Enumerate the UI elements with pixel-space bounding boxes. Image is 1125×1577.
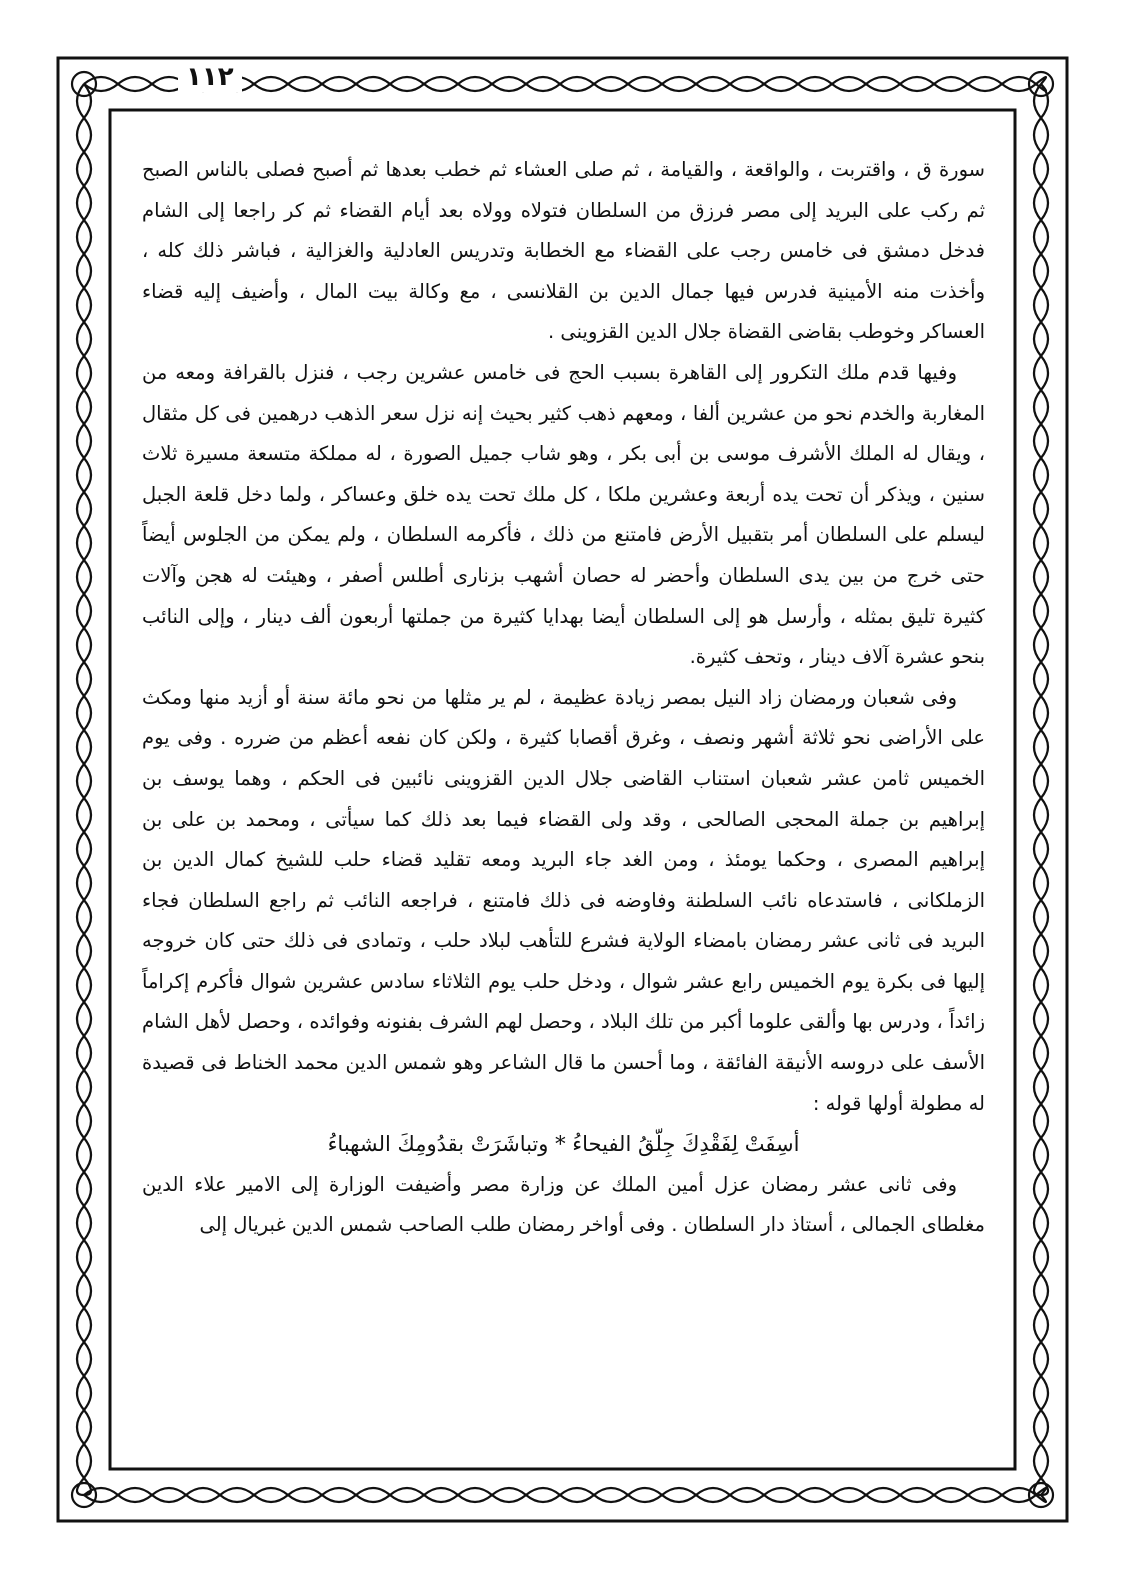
chain-link [1034, 84, 1041, 1495]
paragraph-1: سورة ق ، واقتربت ، والواقعة ، والقيامة ، ثم صلى العشاء ثم خطب بعدها ثم أصبح فصلى بالناس الصبح ثم ركب على البريد إلى مصر فرزق من السلطان فتولاه وولاه بعد أيام القضاء ثم كر راجعا إلى الشام فدخل دمشق فى خامس رجب على القضاء مع الخطابة وتدريس العادلية والغزالية ، فباشر ذلك كله ، وأخذت منه الأمينية فدرس فيها جمال الدين بن القلانسى ، مع وكالة بيت المال ، وأضيف إليه قضاء العساكر وخوطب بقاضى القضاة جلال الدين القزوينى . [142, 158, 985, 344]
chain-link [77, 84, 84, 1495]
chain-link [84, 84, 91, 1495]
poetry-verse: أسِفَتْ لِفَقْدِكَ جِلّقُ الفيحاءُ * وتباشَرَتْ بقدُومِكَ الشهباءُ [327, 1132, 800, 1157]
page-text [142, 150, 985, 1470]
page-number: ١١٢ [178, 62, 242, 92]
paragraph-3: وفى شعبان ورمضان زاد النيل بمصر زيادة عظيمة ، لم ير مثلها من نحو مائة سنة أو أزيد منها ومكث على الأراضى نحو ثلاثة أشهر ونصف ، وغرق أقصابا كثيرة ، ولكن كان نفعه أعظم من ضرره . وفى يوم الخميس ثامن عشر شعبان استناب القاضى جلال الدين القزوينى نائبين فى الحكم ، وهما يوسف بن إبراهيم بن جملة المحجى الصالحى ، وقد ولى القضاء فيما بعد ذلك كما سيأتى ، ومحمد بن على بن إبراهيم المصرى ، وحكما يومئذ ، ومن الغد جاء البريد ومعه تقليد قضاء حلب للشيخ كمال الدين بن الزملكانى ، فاستدعاه نائب السلطنة وفاوضه فى ذلك فامتنع ، فراجعه النائب ثم راجع السلطان فجاء البريد فى ثانى عشر رمضان بامضاء الولاية فشرع للتأهب لبلاد حلب ، وتمادى فى ذلك حتى كان خروجه إليها فى بكرة يوم الخميس رابع عشر شوال ، ودخل حلب يوم الثلاثاء سادس عشرين شوال فأكرم إكراماً زائداً ، ودرس بها وألقى علوما أكبر من تلك البلاد ، وحصل لهم الشرف بفنونه وفوائده ، وحصل لأهل الشام الأسف على دروسه الأنيقة الفائقة ، وما أحسن ما قال الشاعر وهو شمس الدين محمد الخناط فى قصيدة له مطولة أولها قوله : [142, 685, 985, 1115]
chain-link [1041, 84, 1048, 1495]
paragraph-4: وفى ثانى عشر رمضان عزل أمين الملك عن وزارة مصر وأضيفت الوزارة إلى الامير علاء الدين مغلطاى الجمالى ، أستاذ دار السلطان . وفى أواخر رمضان طلب الصاحب شمس الدين غبريال إلى [142, 1172, 985, 1237]
paragraph-2: وفيها قدم ملك التكرور إلى القاهرة بسبب الحج فى خامس عشرين رجب ، فنزل بالقرافة ومعه من المغاربة والخدم نحو من عشرين ألفا ، ومعهم ذهب كثير بحيث إنه نزل سعر الذهب درهمين فى كل مثقال ، ويقال له الملك الأشرف موسى بن أبى بكر ، وهو شاب جميل الصورة ، له مملكة متسعة مسيرة ثلاث سنين ، ويذكر أن تحت يده أربعة وعشرين ملكا ، كل ملك تحت يده خلق وعساكر ، ولما دخل قلعة الجبل ليسلم على السلطان أمر بتقبيل الأرض فامتنع من ذلك ، فأكرمه السلطان ، ولم يمكن من الجلوس أيضاً حتى خرج من بين يدى السلطان وأحضر له حصان أشهب بزنارى أطلس أصفر ، وهيئت له هجن وآلات كثيرة تليق بمثله ، وأرسل هو إلى السلطان أيضا بهدايا كثيرة من جملتها أربعون ألف دينار ، وإلى النائب بنحو عشرة آلاف دينار ، وتحف كثيرة. [142, 360, 985, 669]
chain-link [84, 1495, 1046, 1502]
chain-link [84, 1488, 1046, 1495]
